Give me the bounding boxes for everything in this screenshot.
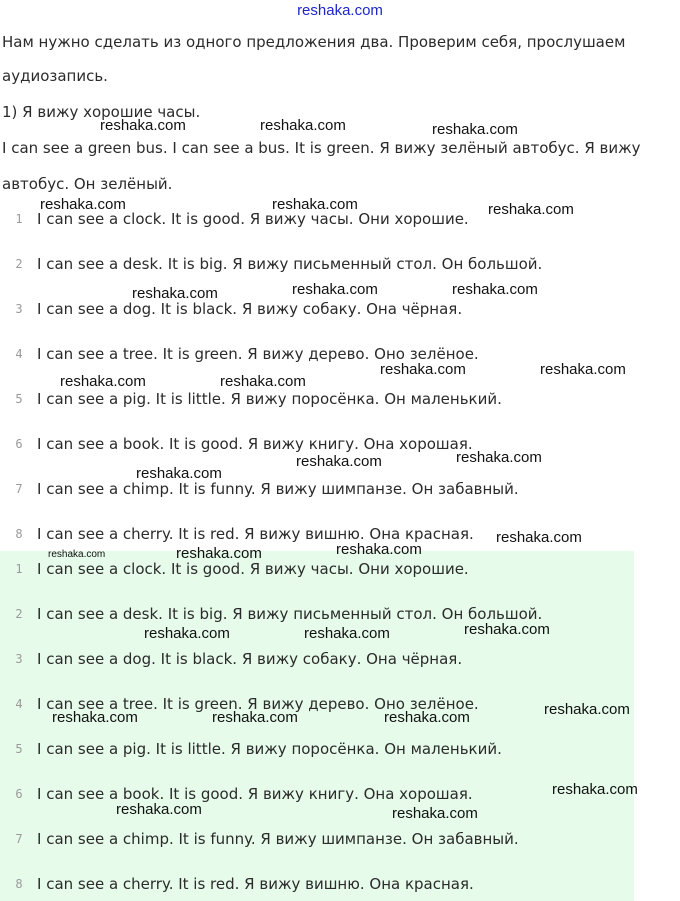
- line-number: 8: [15, 527, 23, 541]
- list-item: [0, 207, 469, 231]
- list-item: [0, 557, 469, 581]
- watermark: reshaka.com: [296, 453, 382, 470]
- list-item-text: I can see a clock. It is good. Я вижу часы. Они хорошие.: [37, 210, 469, 228]
- line-number: 3: [15, 302, 23, 316]
- list-item-text: I can see a dog. It is black. Я вижу собаку. Она чёрная.: [37, 650, 463, 668]
- watermark: reshaka.com: [540, 361, 626, 378]
- watermark: reshaka.com: [144, 625, 230, 642]
- watermark: reshaka.com: [432, 121, 518, 138]
- list-item: [0, 252, 542, 276]
- list-item-text: I can see a clock. It is good. Я вижу часы. Они хорошие.: [37, 560, 469, 578]
- watermark: reshaka.com: [496, 529, 582, 546]
- list-item: [0, 827, 519, 851]
- watermark: reshaka.com: [40, 196, 126, 213]
- line-number: 2: [15, 257, 23, 271]
- line-number: 7: [15, 482, 23, 496]
- line-number: 7: [15, 832, 23, 846]
- line-number: 2: [15, 607, 23, 621]
- watermark: reshaka.com: [60, 373, 146, 390]
- list-item-text: I can see a tree. It is green. Я вижу дерево. Оно зелёное.: [37, 345, 479, 363]
- list-item-text: I can see a tree. It is green. Я вижу дерево. Оно зелёное.: [37, 695, 479, 713]
- line-number: 4: [15, 697, 23, 711]
- line-number: 1: [15, 212, 23, 226]
- list-item: [0, 432, 473, 456]
- list-item: [0, 522, 474, 546]
- watermark: reshaka.com: [552, 781, 638, 798]
- watermark: reshaka.com: [48, 549, 106, 560]
- watermark: reshaka.com: [100, 117, 186, 134]
- task-heading: 1) Я вижу хорошие часы.: [2, 103, 201, 121]
- line-number: 8: [15, 877, 23, 891]
- list-item: [0, 737, 502, 761]
- list-item-text: I can see a cherry. It is red. Я вижу вишню. Она красная.: [37, 875, 474, 893]
- intro-line-2: аудиозапись.: [2, 67, 108, 85]
- watermark: reshaka.com: [456, 449, 542, 466]
- watermark: reshaka.com: [116, 801, 202, 818]
- watermark: reshaka.com: [304, 625, 390, 642]
- watermark: reshaka.com: [544, 701, 630, 718]
- answer-list: [0, 205, 634, 545]
- list-item-text: I can see a chimp. It is funny. Я вижу шимпанзе. Он забавный.: [37, 830, 519, 848]
- watermark: reshaka.com: [176, 545, 262, 562]
- list-item-text: I can see a book. It is good. Я вижу книгу. Она хорошая.: [37, 785, 473, 803]
- watermark: reshaka.com: [452, 281, 538, 298]
- watermark: reshaka.com: [380, 361, 466, 378]
- line-number: 4: [15, 347, 23, 361]
- list-item-text: I can see a book. It is good. Я вижу книгу. Она хорошая.: [37, 435, 473, 453]
- watermark: reshaka.com: [384, 709, 470, 726]
- watermark: reshaka.com: [136, 465, 222, 482]
- list-item: [0, 692, 479, 716]
- list-item: [0, 342, 479, 366]
- watermark: reshaka.com: [336, 541, 422, 558]
- list-item-text: I can see a pig. It is little. Я вижу поросёнка. Он маленький.: [37, 740, 502, 758]
- list-item: [0, 782, 473, 806]
- list-item: [0, 647, 462, 671]
- list-item: [0, 872, 474, 896]
- site-link[interactable]: reshaka.com: [297, 2, 383, 19]
- list-item: [0, 602, 542, 626]
- watermark: reshaka.com: [272, 196, 358, 213]
- list-item-text: I can see a desk. It is big. Я вижу письменный стол. Он большой.: [37, 255, 543, 273]
- watermark: reshaka.com: [212, 709, 298, 726]
- list-item-text: I can see a chimp. It is funny. Я вижу шимпанзе. Он забавный.: [37, 480, 519, 498]
- line-number: 6: [15, 437, 23, 451]
- line-number: 5: [15, 742, 23, 756]
- line-number: 6: [15, 787, 23, 801]
- answer-list-highlighted: [0, 551, 634, 901]
- line-number: 1: [15, 562, 23, 576]
- list-item-text: I can see a dog. It is black. Я вижу собаку. Она чёрная.: [37, 300, 463, 318]
- list-item-text: I can see a desk. It is big. Я вижу письменный стол. Он большой.: [37, 605, 543, 623]
- list-item-text: I can see a cherry. It is red. Я вижу вишню. Она красная.: [37, 525, 474, 543]
- watermark: reshaka.com: [260, 117, 346, 134]
- list-item: [0, 477, 519, 501]
- list-item-text: I can see a pig. It is little. Я вижу поросёнка. Он маленький.: [37, 390, 502, 408]
- example-line-2: автобус. Он зелёный.: [2, 175, 173, 193]
- watermark: reshaka.com: [52, 709, 138, 726]
- watermark: reshaka.com: [132, 285, 218, 302]
- intro-line-1: Нам нужно сделать из одного предложения два. Проверим себя, прослушаем: [2, 33, 626, 51]
- line-number: 5: [15, 392, 23, 406]
- example-line-1: I can see a green bus. I can see a bus. It is green. Я вижу зелёный автобус. Я вижу: [2, 139, 641, 157]
- watermark: reshaka.com: [292, 281, 378, 298]
- list-item: [0, 297, 462, 321]
- watermark: reshaka.com: [488, 201, 574, 218]
- watermark: reshaka.com: [392, 805, 478, 822]
- line-number: 3: [15, 652, 23, 666]
- list-item: [0, 387, 502, 411]
- watermark: reshaka.com: [220, 373, 306, 390]
- watermark: reshaka.com: [464, 621, 550, 638]
